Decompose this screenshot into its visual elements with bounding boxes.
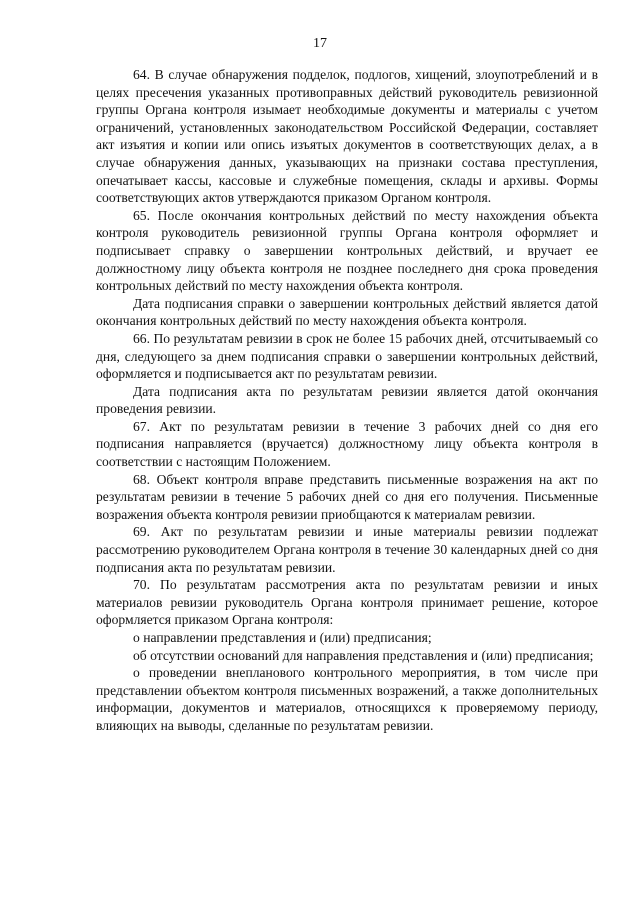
paragraph-66: 66. По результатам ревизии в срок не более 15 рабочих дней, отсчитываемый со дня, следующего за днем подписания справки о завершении контрольных действий, оформляется и подписывается акт по результатам ревизии.	[96, 330, 598, 382]
paragraph-68: 68. Объект контроля вправе представить письменные возражения на акт по результатам ревизии в течение 5 рабочих дней со дня его получения. Письменные возражения объекта контроля ревизии приобщаются к материалам ревизии.	[96, 471, 598, 522]
decision-option-3: о проведении внепланового контрольного мероприятия, в том числе при представлении объектом контроля письменных возражений, а также дополнительных информации, документов и материалов, относящихся к проверяемому периоду, влияющих на выводы, сделанные по результатам ревизии.	[96, 665, 598, 733]
paragraph-64: 64. В случае обнаружения подделок, подлогов, хищений, злоупотреблений и в целях пресечения указанных противоправных действий руководитель ревизионной группы Органа контроля изымает необходимые документы и материалы с учетом ограничений, установленных законодательством Российской Федерации, составляет акт изъятия и копии или опись изъятых документов в соответствующих делах, а в случае обнаружения данных, указывающих на признаки состава преступления, опечатывает кассы, кассовые и служебные помещения, склады и архивы. Формы соответствующих актов утверждаются приказом Органом контроля.	[96, 67, 598, 206]
paragraph-69: 69. Акт по результатам ревизии и иные материалы ревизии подлежат рассмотрению руководителем Органа контроля в течение 30 календарных дней со дня подписания акта по результатам ревизии.	[96, 524, 598, 575]
paragraph-70: 70. По результатам рассмотрения акта по результатам ревизии и иных материалов ревизии руководитель Органа контроля принимает решение, которое оформляется приказом Органа контроля:	[96, 577, 598, 628]
document-body	[96, 66, 598, 735]
paragraph-65-note: Дата подписания справки о завершении контрольных действий является датой окончания контрольных действий по месту нахождения объекта контроля.	[96, 295, 598, 329]
decision-option-2: об отсутствии оснований для направления представления и (или) предписания;	[133, 647, 594, 663]
decision-option-1: о направлении представления и (или) предписания;	[133, 630, 432, 645]
paragraph-67: 67. Акт по результатам ревизии в течение 3 рабочих дней со дня его подписания направляется (вручается) должностному лицу объекта контроля в соответствии с настоящим Положением.	[96, 418, 598, 470]
paragraph-66-note: Дата подписания акта по результатам ревизии является датой окончания проведения ревизии.	[96, 383, 598, 417]
page-number: 17	[313, 36, 327, 51]
paragraph-65: 65. После окончания контрольных действий по месту нахождения объекта контроля руководитель ревизионной группы Органа контроля оформляет и подписывает справку о завершении контрольных действий, и вручает ее должностному лицу объекта контроля не позднее последнего дня срока проведения контрольных действий по месту нахождения объекта контроля.	[96, 207, 598, 294]
